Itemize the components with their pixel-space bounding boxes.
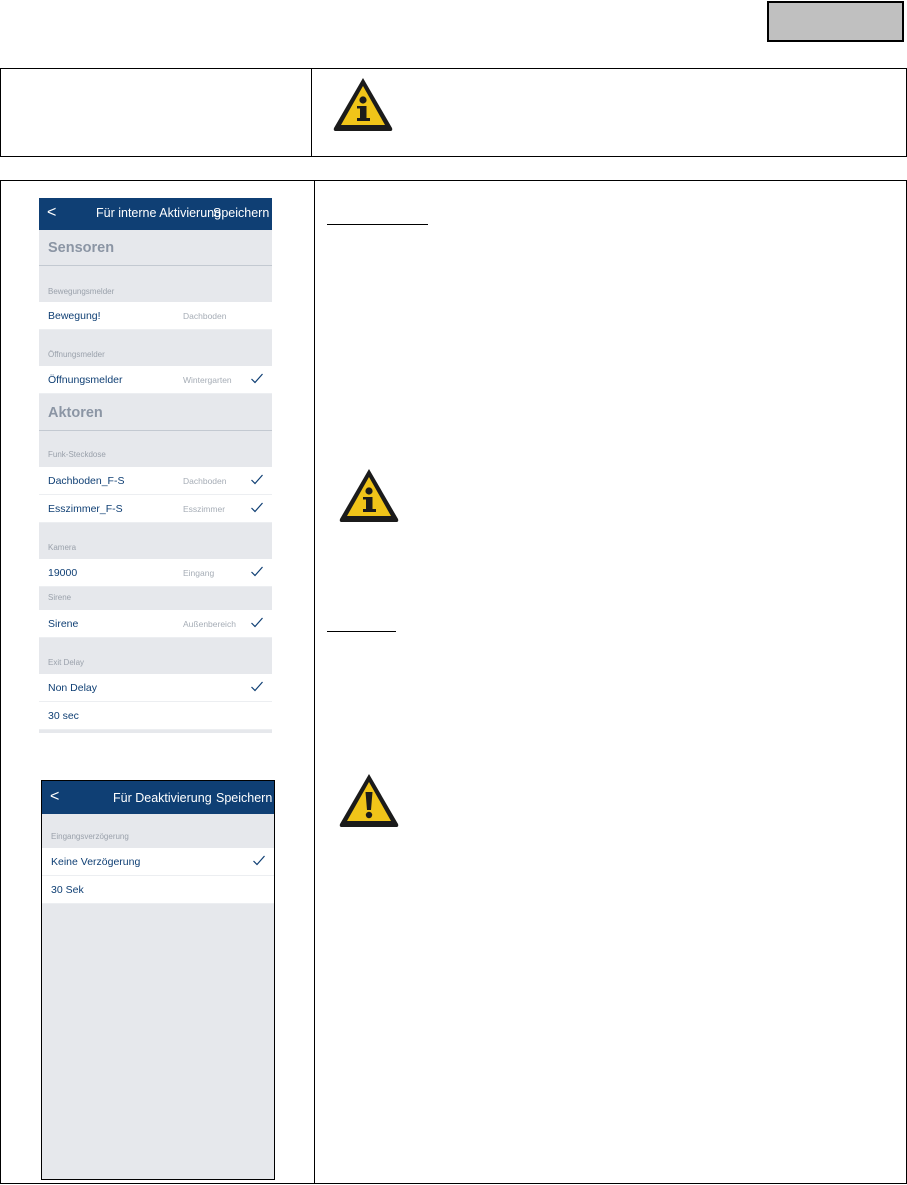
device-name: Öffnungsmelder: [48, 374, 123, 386]
list-item[interactable]: [39, 674, 272, 702]
list-item[interactable]: [42, 876, 274, 904]
group-label-siren: Sirene: [48, 593, 72, 602]
info-box: [0, 68, 907, 157]
device-name: Dachboden_F-S: [48, 475, 125, 487]
checkmark-icon: [252, 852, 266, 868]
group-label-entry-delay: Eingangsverzögerung: [51, 832, 129, 841]
group-label-smart-plug: Funk-Steckdose: [48, 450, 106, 459]
checkmark-icon: [250, 563, 264, 579]
device-location: Dachboden: [183, 476, 227, 486]
device-name: Bewegung!: [48, 310, 101, 322]
section-title-sensors: Sensoren: [39, 230, 272, 266]
device-name: Esszimmer_F-S: [48, 503, 123, 515]
back-icon[interactable]: <: [47, 204, 57, 221]
device-name: 30 sec: [48, 710, 79, 722]
option-name: Keine Verzögerung: [51, 856, 141, 868]
device-location: Eingang: [183, 568, 215, 578]
save-button[interactable]: Speichern: [213, 206, 270, 220]
group-label-motion: Bewegungsmelder: [48, 287, 115, 296]
caution-icon: [336, 770, 402, 830]
list-item[interactable]: [39, 495, 272, 523]
checkmark-icon: [250, 499, 264, 515]
main-box-divider: [314, 180, 315, 1184]
info-icon: [330, 74, 396, 134]
list-item[interactable]: [39, 467, 272, 495]
app-screen-deactivation: [41, 780, 275, 1180]
app-screen-internal-activation: [39, 198, 272, 733]
checkmark-icon: [250, 370, 264, 386]
screen-title: Für interne Aktivierung: [96, 206, 222, 220]
list-item[interactable]: [39, 366, 272, 394]
device-location: Dachboden: [183, 311, 227, 321]
device-name: Non Delay: [48, 682, 98, 694]
list-item[interactable]: [39, 302, 272, 330]
device-location: Außenbereich: [183, 619, 236, 629]
screen-title: Für Deaktivierung: [113, 791, 212, 805]
back-icon[interactable]: <: [50, 788, 60, 805]
list-item[interactable]: [39, 559, 272, 587]
checkmark-icon: [250, 471, 264, 487]
device-name: 19000: [48, 567, 78, 579]
option-name: 30 Sek: [51, 884, 84, 896]
list-item[interactable]: [42, 848, 274, 876]
heading-underline-2: [327, 631, 396, 632]
device-location: Esszimmer: [183, 504, 226, 514]
heading-underline-1: [327, 224, 428, 225]
info-box-divider: [311, 68, 312, 157]
group-label-contact: Öffnungsmelder: [48, 350, 105, 359]
list-item[interactable]: [39, 702, 272, 730]
group-label-camera: Kamera: [48, 543, 77, 552]
save-button[interactable]: Speichern: [216, 791, 273, 805]
page-tab: [767, 1, 904, 42]
app-header: [39, 198, 272, 230]
checkmark-icon: [250, 614, 264, 630]
checkmark-icon: [250, 678, 264, 694]
info-icon: [336, 465, 402, 525]
device-location: Wintergarten: [183, 375, 232, 385]
device-name: Sirene: [48, 618, 79, 630]
section-title-actuators: Aktoren: [39, 395, 272, 431]
app-header: [42, 781, 274, 814]
group-label-exit-delay: Exit Delay: [48, 658, 85, 667]
list-item[interactable]: [39, 610, 272, 638]
